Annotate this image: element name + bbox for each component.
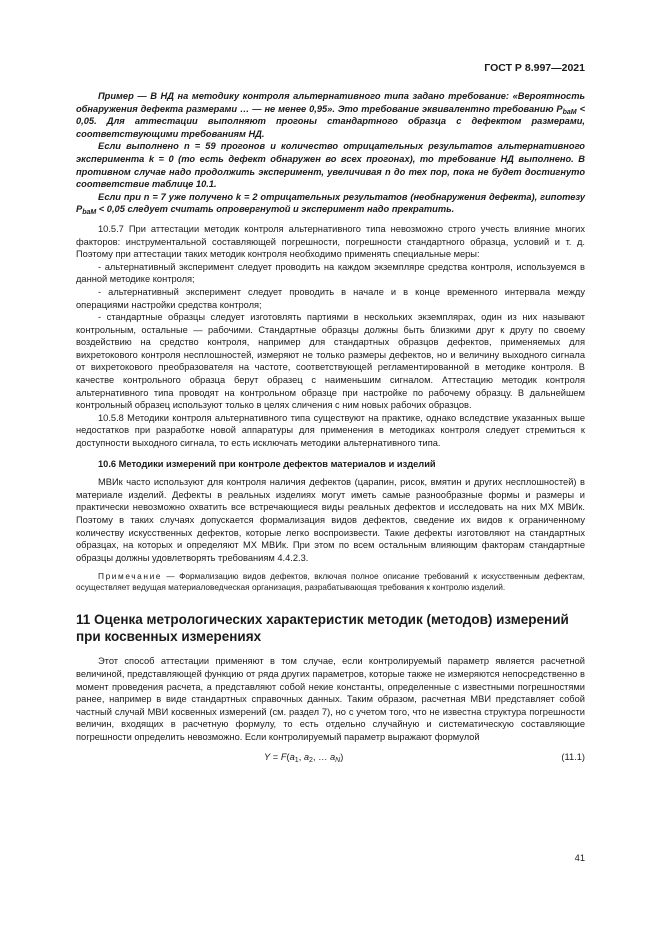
list-item: - стандартные образцы следует изготовлять партиями в нескольких экземплярах, один из них называют контрольным, остальные — рабочими. Стандартные образцы должны быть близкими друг к другу по своему воздействию на средство контроля, например для стандартных образцов дефектов, применяемых для вихретокового контроля несплошностей, измеряют не только размеры дефектов, но и величину выходного сигнала от вихретокового преобразователя на частоте, соответствующей регламентированной в методике контроля. В качестве контрольного образца берут образец с наименьшим сигналом. Аттестацию методик контроля альтернативного типа проводят на контрольном образце при настройке по рабочему образцу. В дальнейшем контрольный образец используют только в целях сличения с ним новых рабочих образцов.	[76, 312, 585, 411]
page-number: 41	[574, 853, 585, 863]
section-10-5	[76, 223, 585, 450]
paragraph: Этот способ аттестации применяют в том случае, если контролируемый параметр является расчетной величиной, представляющей функцию от ряда других параметров, которые также не измеряются непосредственно в момент проведения расчета, а представляют собой некие константы, определенные с известными погрешностями ранее, например в виде стандартных справочных данных. Таким образом, расчетная МВИ представляет собой частный случай МВИ косвенных измерений (см. раздел 7), но с учетом того, что не известна структура погрешности величин, входящих в расчетную формулу, то есть отдельно случайную и систематическую составляющие погрешности определить невозможно. Если контролируемый параметр выражают формулой	[76, 656, 585, 742]
formula-expression: $Y = F(a_1$, $a_2$, … $a_N$)	[264, 751, 344, 764]
note-label: Примечание	[98, 571, 163, 582]
formula-number: (11.1)	[561, 751, 585, 762]
formula-11-1	[76, 749, 585, 767]
example-paragraph: Если при n = 7 уже получено k = 2 отрицательных результатов (необнаружения дефекта), гипотезу $P_{baM} < 0,05$ следует считать опровергнутой и эксперимент надо прекратить.	[76, 191, 585, 217]
list-item: - альтернативный эксперимент следует проводить в начале и в конце временного интервала между операциями настройки средства контроля;	[76, 286, 585, 310]
paragraph: 10.5.7 При аттестации методик контроля альтернативного типа невозможно строго учесть влияние многих факторов: инструментальной составляющей погрешности, погрешности стандартного образца, условий и т. д. Поэтому при аттестации таких методик контроля необходимо применять специальные меры:	[76, 223, 585, 260]
section-10-6	[76, 476, 585, 564]
paragraph: 10.5.8 Методики контроля альтернативного типа существуют на практике, однако вследствие указанных выше недостатков при разработке новой аппаратуры для применения в методиках контроля следует стремиться к доступности выходного сигнала, то есть исключать методики альтернативного типа.	[76, 412, 585, 449]
chapter-title-11: 11 Оценка метрологических характеристик методик (методов) измерений при косвенных измерениях	[76, 612, 569, 645]
standard-header: ГОСТ Р 8.997—2021	[484, 62, 585, 74]
chapter-11-body	[76, 655, 585, 743]
note	[76, 571, 585, 593]
example-paragraph: Пример — В НД на методику контроля альтернативного типа задано требование: «Вероятность обнаружения дефекта размерами … — не менее 0,95». Это требование эквивалентно требованию $P_{baM} < 0,05$. Для аттестации выполняют прогоны стандартного образца с дефектом размерами, соответствующими требованиям НД.	[76, 91, 585, 139]
example-paragraph: Если выполнено n = 59 прогонов и количество отрицательных результатов альтернативного эксперимента k = 0 (то есть дефект обнаружен во всех прогонах), то требование НД выполнено. В противном случае надо продолжить эксперимент, увеличивая n до тех пор, пока не будет достигнуто соответствие таблице 10.1.	[76, 141, 585, 190]
note-text: — Формализацию видов дефектов, включая полное описание требований к искусственным дефектам, осуществляет ведущая материаловедческая организация, разрабатывающая требования к контролю изделий.	[76, 571, 585, 593]
section-title-10-6: 10.6 Методики измерений при контроле дефектов материалов и изделий	[98, 458, 436, 469]
paragraph: МВИк часто используют для контроля наличия дефектов (царапин, рисок, вмятин и других несплошностей) в материале изделий. Дефекты в реальных изделиях могут иметь самые разнообразные формы и размеры и практически невозможно охватить все встречающиеся виды реальных дефектов и исследовать на них МХ МВИк. Поэтому в таких случаях допускается формализация видов дефектов, сведение их видов к ограниченному количеству искусственных дефектов, которые легко воспроизвести. Такие дефекты изготовляют на стандартных образцах, на которых и определяют МХ МВИк. При этом по всем остальным влияющим факторам стандартные образцы должны удовлетворять требованиям 4.4.2.3.	[76, 477, 585, 563]
list-item: - альтернативный эксперимент следует проводить на каждом экземпляре средства контроля, используемся в данной методике контроля;	[76, 261, 585, 285]
example-block	[76, 90, 585, 216]
